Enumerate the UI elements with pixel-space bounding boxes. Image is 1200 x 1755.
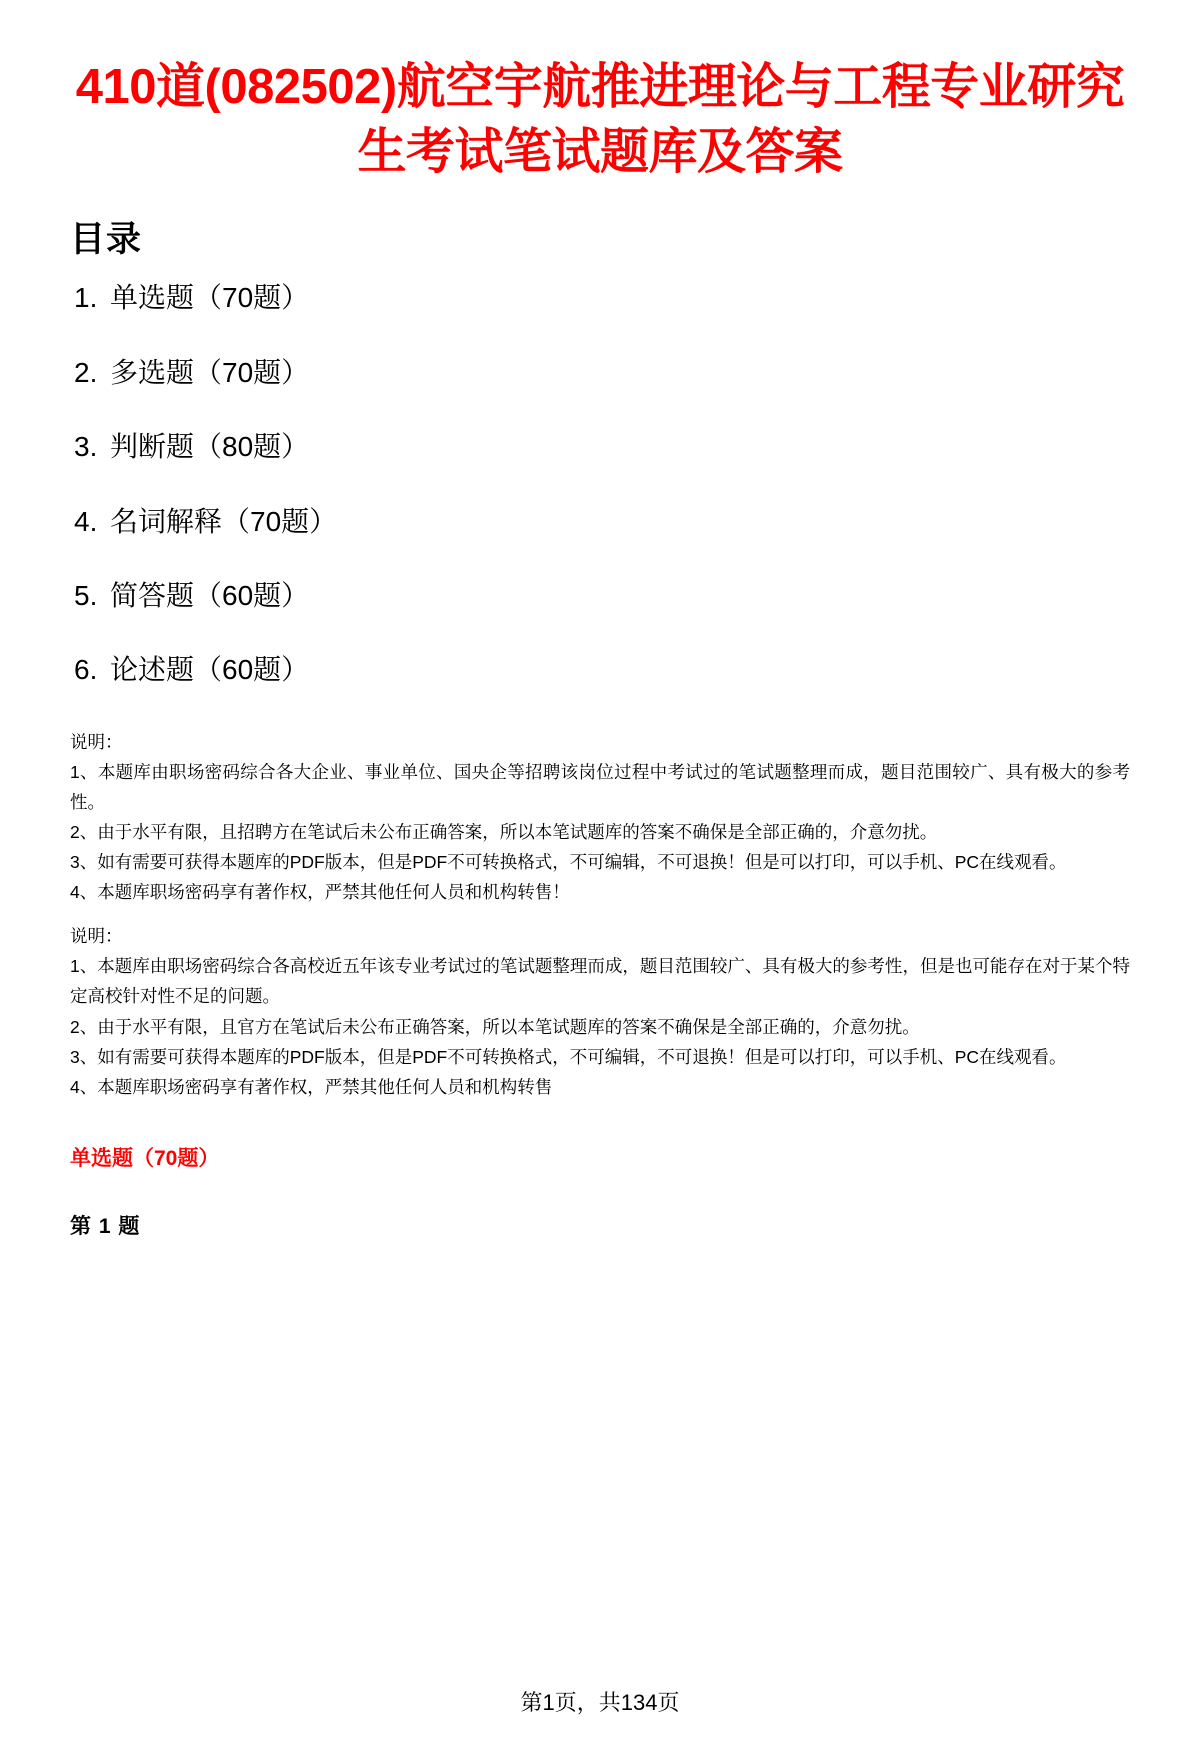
toc-item-number: 2. — [74, 356, 98, 388]
section-title: 单选题（70题） — [70, 1146, 220, 1170]
toc-item-4[interactable] — [70, 504, 1130, 540]
toc-item-label: 多选题（70题） — [110, 356, 310, 388]
page-title: 410道(082502)航空宇航推进理论与工程专业研究生考试笔试题库及答案 — [75, 60, 1125, 179]
note-line: 4、本题库职场密码享有著作权，严禁其他任何人员和机构转售 — [70, 1076, 553, 1097]
toc-heading: 目录 — [70, 220, 143, 260]
notes-label: 说明： — [70, 926, 123, 947]
notes-block-1 — [70, 727, 1130, 908]
toc-item-number: 5. — [74, 579, 98, 611]
toc-item-number: 4. — [74, 505, 98, 537]
note-line: 2、由于水平有限，且招聘方在笔试后未公布正确答案，所以本笔试题库的答案不确保是全部正确的，介意勿扰。 — [70, 821, 938, 842]
page-footer: 第1页，共134页 — [520, 1690, 680, 1715]
toc-item-5[interactable] — [70, 578, 1130, 614]
toc-item-label: 简答题（60题） — [110, 579, 310, 611]
note-line: 1、本题库由职场密码综合各高校近五年该专业考试过的笔试题整理而成，题目范围较广、具有极大的参考性，但是也可能存在对于某个特定高校针对性不足的问题。 — [70, 956, 1130, 1007]
toc-item-2[interactable] — [70, 355, 1130, 391]
toc-item-number: 6. — [74, 654, 98, 686]
toc-item-label: 名词解释（70题） — [110, 505, 338, 537]
toc-item-1[interactable] — [70, 280, 1130, 316]
toc-item-label: 论述题（60题） — [110, 654, 310, 686]
note-line: 1、本题库由职场密码综合各大企业、事业单位、国央企等招聘该岗位过程中考试过的笔试题整理而成，题目范围较广、具有极大的参考性。 — [70, 761, 1130, 812]
toc-item-label: 单选题（70题） — [110, 282, 310, 314]
note-line: 2、由于水平有限，且官方在笔试后未公布正确答案，所以本笔试题库的答案不确保是全部正确的，介意勿扰。 — [70, 1016, 920, 1037]
toc-list — [70, 280, 1130, 688]
toc-item-number: 1. — [74, 282, 98, 314]
toc-item-label: 判断题（80题） — [110, 431, 310, 463]
note-line: 3、如有需要可获得本题库的PDF版本，但是PDF不可转换格式，不可编辑，不可退换！但是可以打印，可以手机、PC在线观看。 — [70, 1046, 1067, 1067]
question-number: 第 1 题 — [70, 1214, 141, 1238]
note-line: 4、本题库职场密码享有著作权，严禁其他任何人员和机构转售！ — [70, 882, 570, 903]
notes-block-2 — [70, 921, 1130, 1102]
notes-label: 说明： — [70, 731, 123, 752]
toc-item-3[interactable] — [70, 429, 1130, 465]
note-line: 3、如有需要可获得本题库的PDF版本，但是PDF不可转换格式，不可编辑，不可退换！但是可以打印，可以手机、PC在线观看。 — [70, 852, 1067, 873]
toc-item-6[interactable] — [70, 652, 1130, 688]
toc-item-number: 3. — [74, 431, 98, 463]
